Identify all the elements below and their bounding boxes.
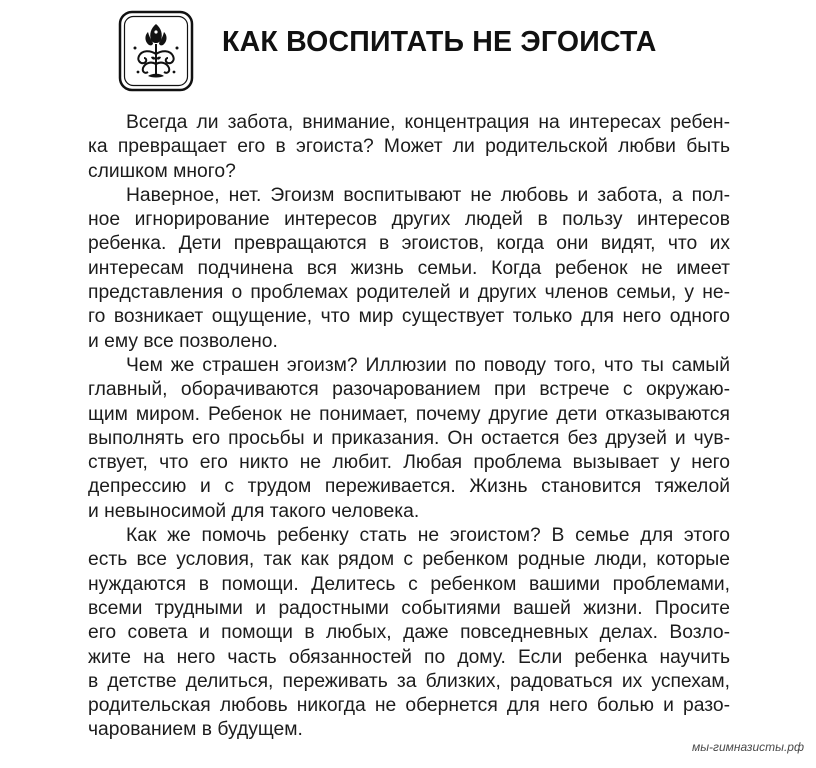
text-line: Чем же страшен эгоизм? Иллюзии по поводу того, что ты самый bbox=[126, 354, 730, 376]
paragraph bbox=[88, 524, 730, 743]
text-line: выполнять его просьбы и приказания. Он остается без друзей и чув- bbox=[88, 427, 730, 449]
text-line: жите на него часть обязанностей по дому. Если ребенка научить bbox=[88, 646, 730, 668]
text-line: го возникает ощущение, что мир существует только для него одного bbox=[88, 306, 730, 328]
text-line: родительская любовь никогда не обернется для него болью и разо- bbox=[88, 695, 730, 717]
text-line: нуждаются в помощи. Делитесь с ребенком вашими проблемами, bbox=[88, 573, 730, 595]
text-line: есть все условия, так как рядом с ребенком родные люди, которые bbox=[88, 549, 730, 571]
paragraph bbox=[88, 354, 730, 524]
floral-ornament-icon bbox=[118, 10, 194, 92]
text-line: и ему все позволено. bbox=[88, 330, 278, 352]
paragraph bbox=[88, 111, 730, 184]
text-line: ка превращает его в эгоиста? Может ли родительской любви быть bbox=[88, 136, 730, 158]
text-line: в детстве делиться, переживать за близких, радоваться их успехам, bbox=[88, 670, 730, 692]
article-body bbox=[88, 111, 730, 743]
text-line: депрессию и с трудом переживается. Жизнь становится тяжелой bbox=[88, 476, 730, 498]
text-line: щим миром. Ребенок не понимает, почему другие дети отказываются bbox=[88, 403, 730, 425]
paragraph bbox=[88, 184, 730, 354]
text-line: интересам подчинена вся жизнь семьи. Когда ребенок не имеет bbox=[88, 257, 730, 279]
page-title: КАК ВОСПИТАТЬ НЕ ЭГОИСТА bbox=[222, 26, 657, 58]
text-line: ствует, что его никто не любит. Любая проблема вызывает у него bbox=[88, 452, 730, 474]
text-line: представления о проблемах родителей и других членов семьи, у не- bbox=[88, 282, 730, 304]
text-line: Всегда ли забота, внимание, концентрация на интересах ребен- bbox=[126, 112, 730, 133]
text-line: Наверное, нет. Эгоизм воспитывают не любовь и забота, а пол- bbox=[126, 184, 730, 206]
text-line: главный, оборачиваются разочарованием при встрече с окружаю- bbox=[88, 379, 730, 401]
text-line: слишком много? bbox=[88, 160, 236, 182]
text-line: и невыносимой для такого человека. bbox=[88, 500, 420, 522]
text-line: чарованием в будущем. bbox=[88, 719, 303, 741]
text-line: ное игнорирование интересов других людей в пользу интересов bbox=[88, 209, 730, 231]
text-line: его совета и помощи в любых, даже повседневных делах. Возло- bbox=[88, 622, 730, 644]
watermark: мы-гимназисты.рф bbox=[692, 740, 804, 754]
text-line: всеми трудными и радостными событиями вашей жизни. Просите bbox=[88, 597, 730, 619]
text-line: ребенка. Дети превращаются в эгоистов, когда они видят, что их bbox=[88, 233, 730, 255]
text-line: Как же помочь ребенку стать не эгоистом? В семье для этого bbox=[126, 525, 730, 547]
